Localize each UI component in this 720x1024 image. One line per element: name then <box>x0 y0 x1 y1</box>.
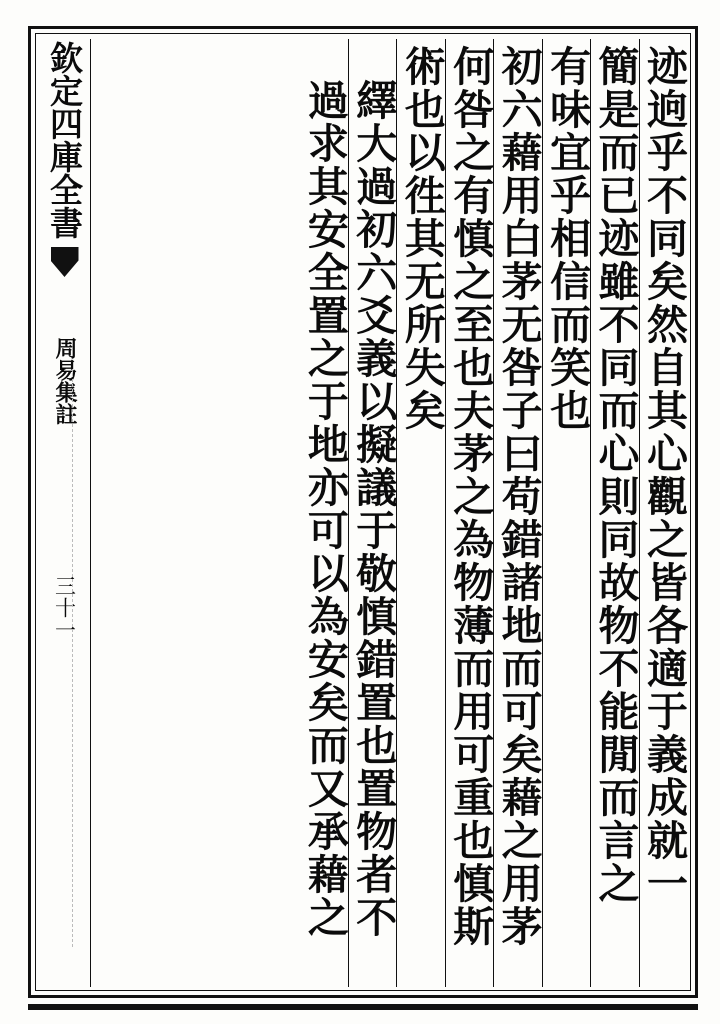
fold-guide-line <box>72 369 73 947</box>
center-fold-margin <box>39 39 91 987</box>
column-text: 有味宜乎相信而笑也 <box>543 45 592 432</box>
text-block <box>91 39 687 987</box>
book-title: 周易集註 <box>52 337 79 425</box>
column-text: 過求其安全置之于地亦可以為安矣而又承藉之 <box>300 79 349 939</box>
text-column <box>542 39 590 987</box>
imprint-title: 欽定四庫全書 <box>45 41 84 239</box>
text-column <box>300 39 347 987</box>
text-column <box>639 39 687 987</box>
column-text: 初六藉用白茅无咎子曰苟錯諸地而可矣藉之用茅 <box>494 45 543 948</box>
page-number: 三十一 <box>52 575 77 641</box>
column-text: 繹大過初六爻義以擬議于敬慎錯置也置物者不 <box>349 79 398 939</box>
column-text: 簡是而已迹雖不同而心則同故物不能閒而言之 <box>591 45 640 905</box>
text-column <box>493 39 541 987</box>
column-text: 何咎之有慎之至也夫茅之為物薄而用可重也慎斯 <box>446 45 495 948</box>
text-column <box>396 39 444 987</box>
column-text: 術也以徃其无所失矣 <box>397 45 446 432</box>
page-border-outer <box>28 26 698 998</box>
column-text: 迹逈乎不同矣然自其心觀之皆各適于義成就一 <box>640 45 688 905</box>
text-column <box>590 39 638 987</box>
fish-tail-ornament <box>51 247 79 277</box>
text-column <box>348 39 396 987</box>
bottom-edge-bar <box>28 1004 698 1010</box>
text-column <box>445 39 493 987</box>
